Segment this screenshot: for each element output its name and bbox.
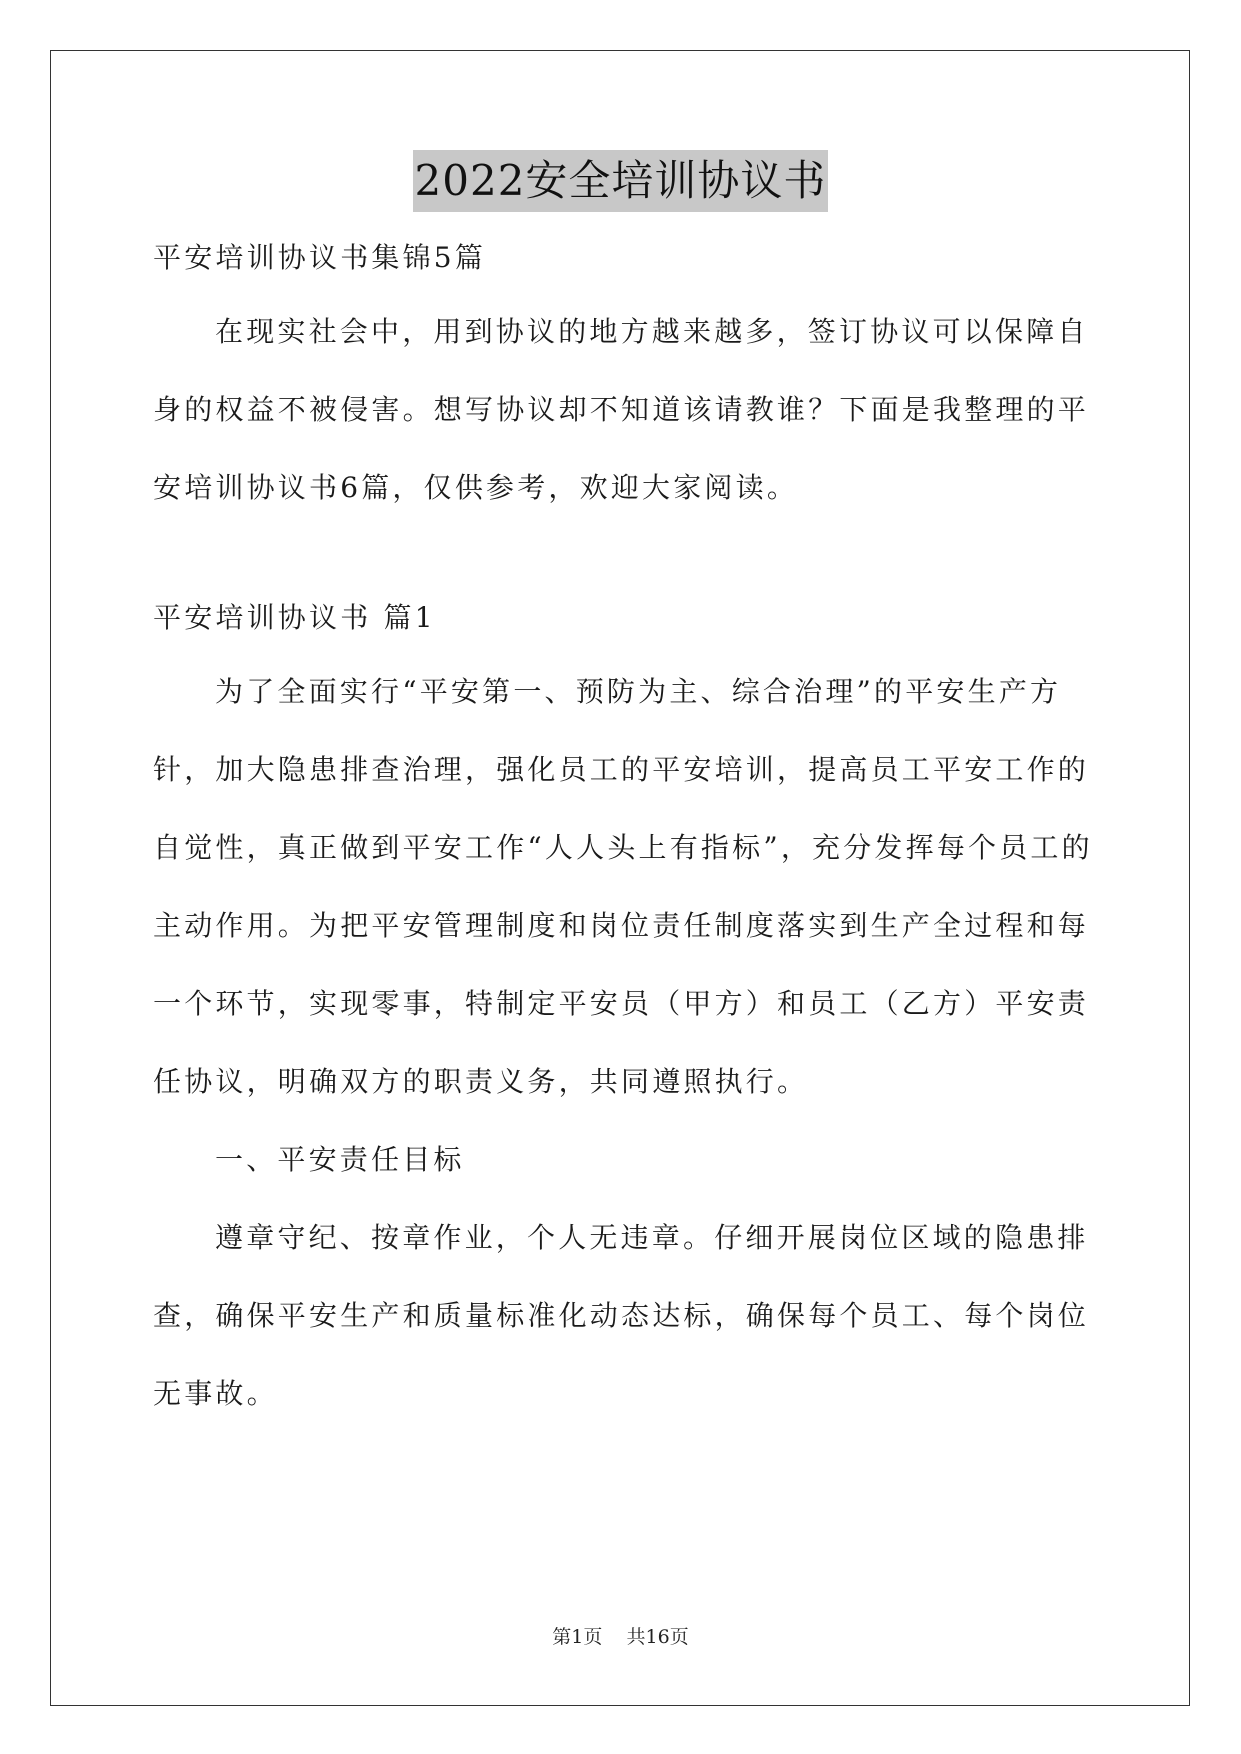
paragraph-line: 针，加大隐患排查治理，强化员工的平安培训，提高员工平安工作的 <box>153 753 1090 786</box>
paragraph-line: 一个环节，实现零事，特制定平安员（甲方）和员工（乙方）平安责 <box>153 987 1090 1020</box>
paragraph-line: 无事故。 <box>153 1377 278 1410</box>
page-border <box>50 50 1190 1706</box>
paragraph-line: 安培训协议书6篇，仅供参考，欢迎大家阅读。 <box>153 471 799 504</box>
document-title: 2022安全培训协议书 <box>413 150 829 212</box>
subtitle-line: 平安培训协议书集锦5篇 <box>153 241 487 274</box>
paragraph-line: 在现实社会中，用到协议的地方越来越多，签订协议可以保障自 <box>215 315 1089 348</box>
paragraph-line: 身的权益不被侵害。想写协议却不知道该请教谁？下面是我整理的平 <box>153 393 1090 426</box>
paragraph-line: 遵章守纪、按章作业，个人无违章。仔细开展岗位区域的隐患排 <box>215 1221 1089 1254</box>
section-heading: 平安培训协议书 篇1 <box>153 601 436 634</box>
paragraph-line: 为了全面实行“平安第一、预防为主、综合治理”的平安生产方 <box>215 675 1062 708</box>
subsection-heading: 一、平安责任目标 <box>215 1143 465 1176</box>
paragraph-line: 自觉性，真正做到平安工作“人人头上有指标”，充分发挥每个员工的 <box>153 831 1093 864</box>
page-number: 第1页 <box>552 1626 603 1648</box>
paragraph-line: 查，确保平安生产和质量标准化动态达标，确保每个员工、每个岗位 <box>153 1299 1090 1332</box>
page-total: 共16页 <box>626 1626 689 1648</box>
paragraph-line: 主动作用。为把平安管理制度和岗位责任制度落实到生产全过程和每 <box>153 909 1090 942</box>
page-footer <box>0 1624 1241 1650</box>
title-container <box>0 150 1241 212</box>
paragraph-line: 任协议，明确双方的职责义务，共同遵照执行。 <box>153 1065 809 1098</box>
